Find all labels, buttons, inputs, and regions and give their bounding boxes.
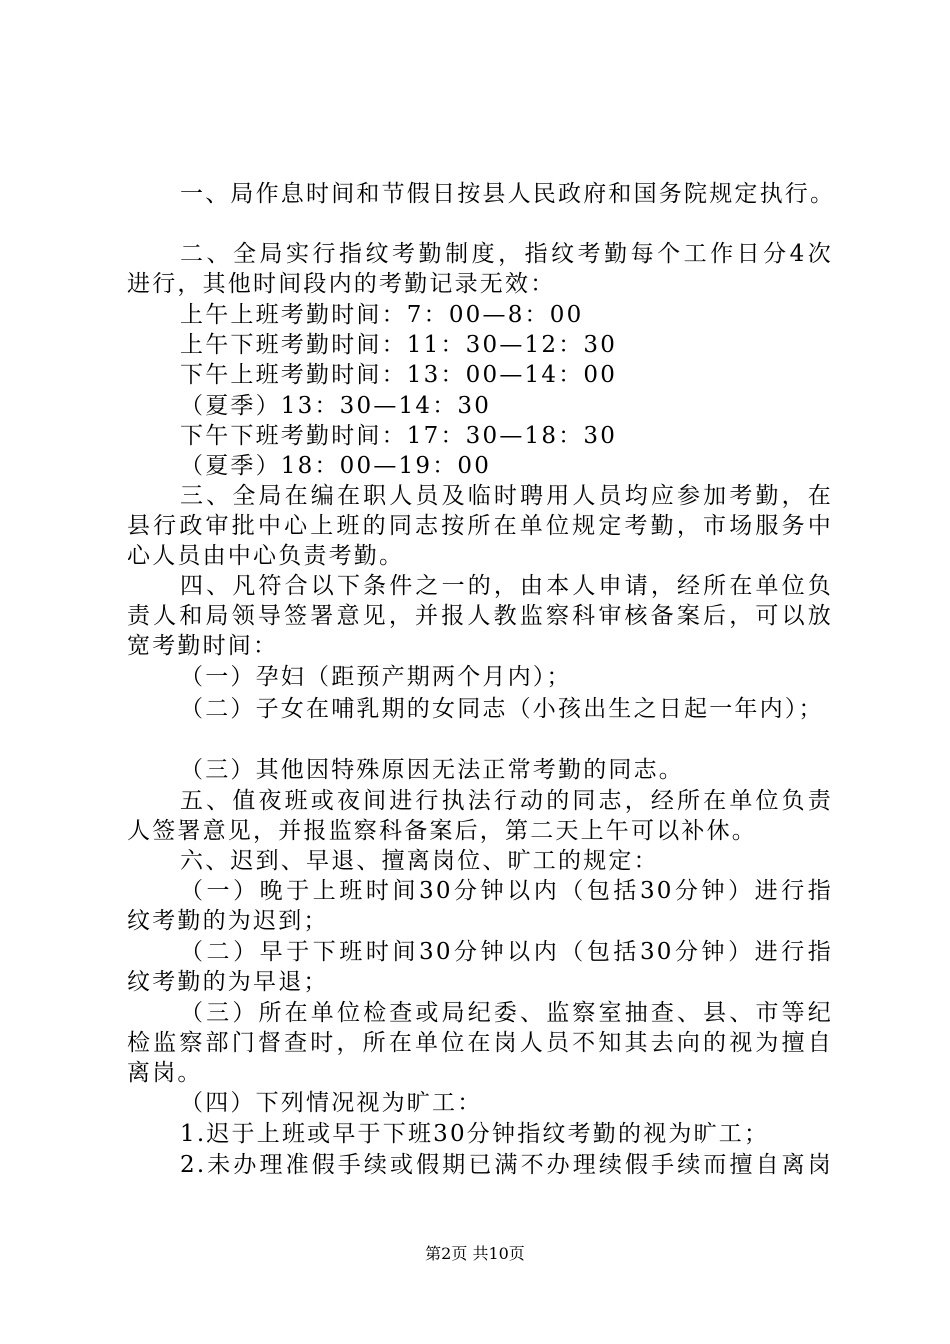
paragraph-line: （三）所在单位检查或局纪委、监察室抽查、县、市等纪 bbox=[180, 1000, 833, 1026]
paragraph-line: 县行政审批中心上班的同志按所在单位规定考勤，市场服务中 bbox=[127, 513, 833, 539]
paragraph-line: 宽考勤时间： bbox=[127, 633, 279, 659]
paragraph-line: （二）早于下班时间30分钟以内（包括30分钟）进行指 bbox=[180, 939, 833, 965]
paragraph-line: 2.未办理准假手续或假期已满不办理续假手续而擅自离岗 bbox=[180, 1152, 833, 1178]
paragraph-line: 进行，其他时间段内的考勤记录无效： bbox=[127, 271, 556, 297]
paragraph-line: 六、迟到、早退、擅离岗位、旷工的规定： bbox=[180, 848, 659, 874]
paragraph-line: （一）晚于上班时间30分钟以内（包括30分钟）进行指 bbox=[180, 878, 833, 904]
paragraph-line: （四）下列情况视为旷工： bbox=[180, 1090, 483, 1116]
paragraph-line: （夏季）13：30—14：30 bbox=[180, 393, 492, 419]
paragraph-line: 检监察部门督查时，所在单位在岗人员不知其去向的视为擅自 bbox=[127, 1030, 833, 1056]
paragraph-line: 人签署意见，并报监察科备案后，第二天上午可以补休。 bbox=[127, 818, 757, 844]
paragraph-line: 一、局作息时间和节假日按县人民政府和国务院规定执行。 bbox=[180, 181, 836, 207]
paragraph-line: 1.迟于上班或早于下班30分钟指纹考勤的视为旷工； bbox=[180, 1121, 770, 1147]
paragraph-line: 纹考勤的为迟到； bbox=[127, 908, 329, 934]
paragraph-line: 上午上班考勤时间：7：00—8：00 bbox=[180, 302, 584, 328]
page-number-footer: 第2页 共10页 bbox=[425, 1244, 525, 1263]
paragraph-line: 二、全局实行指纹考勤制度，指纹考勤每个工作日分4次 bbox=[180, 241, 833, 267]
paragraph-line: 五、值夜班或夜间进行执法行动的同志，经所在单位负责 bbox=[180, 788, 833, 814]
paragraph-line: 下午上班考勤时间：13：00—14：00 bbox=[180, 362, 618, 388]
paragraph-line: （一）孕妇（距预产期两个月内）； bbox=[180, 664, 572, 690]
paragraph-line: 责人和局领导签署意见，并报人教监察科审核备案后，可以放 bbox=[127, 603, 833, 629]
paragraph-line: 三、全局在编在职人员及临时聘用人员均应参加考勤，在 bbox=[180, 483, 833, 509]
paragraph-line: 纹考勤的为早退； bbox=[127, 969, 329, 995]
paragraph-line: （二）子女在哺乳期的女同志（小孩出生之日起一年内）； bbox=[180, 696, 824, 722]
paragraph-line: 下午下班考勤时间：17：30—18：30 bbox=[180, 423, 618, 449]
paragraph-line: 四、凡符合以下条件之一的，由本人申请，经所在单位负 bbox=[180, 573, 833, 599]
paragraph-line: 离岗。 bbox=[127, 1060, 203, 1086]
paragraph-line: 心人员由中心负责考勤。 bbox=[127, 543, 405, 569]
paragraph-line: （夏季）18：00—19：00 bbox=[180, 453, 492, 479]
paragraph-line: 上午下班考勤时间：11：30—12：30 bbox=[180, 332, 618, 358]
paragraph-line: （三）其他因特殊原因无法正常考勤的同志。 bbox=[180, 757, 684, 783]
